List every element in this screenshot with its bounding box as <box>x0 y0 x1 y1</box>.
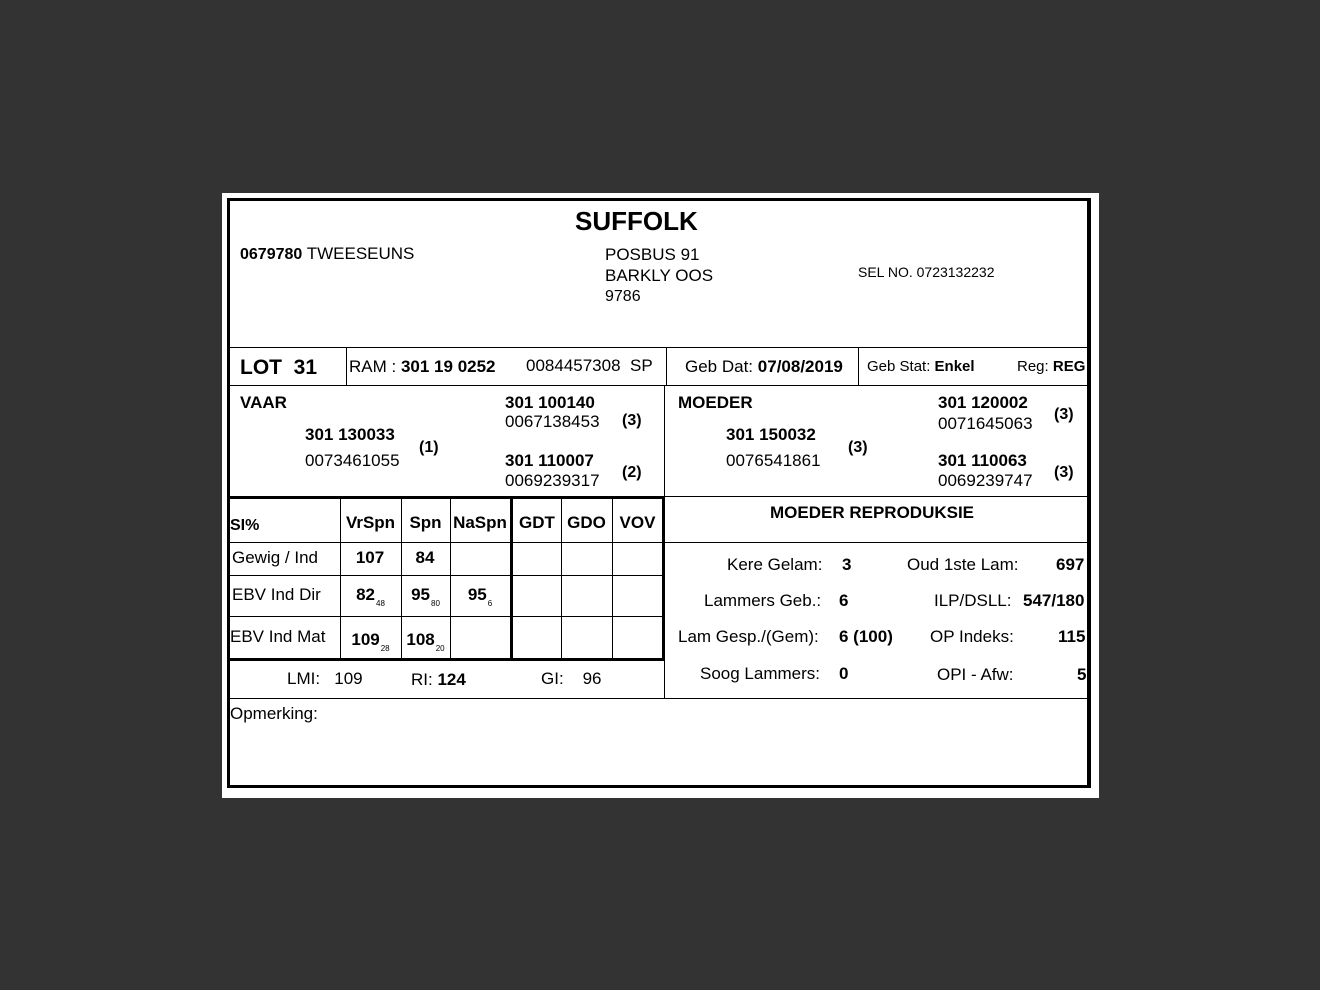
vaar-id: 301 130033 <box>305 425 395 444</box>
address-line3: 9786 <box>605 288 641 305</box>
divider-lot-row <box>230 385 1090 386</box>
si-table-row2-line <box>230 616 665 617</box>
repro-title: MOEDER REPRODUKSIE <box>770 503 975 522</box>
vaar-father-reg: 0067138453 <box>505 412 600 431</box>
lot-card <box>222 193 1099 798</box>
si-cell-naspn <box>450 630 510 650</box>
lammers-geb-label: Lammers Geb.: <box>704 591 822 610</box>
lam-gesp-value: 6 (100) <box>839 627 893 646</box>
geb-dat-value: 07/08/2019 <box>757 357 843 376</box>
gi <box>541 669 602 689</box>
owner-name: TWEESEUNS <box>306 244 415 263</box>
kere-gelam-label: Kere Gelam: <box>727 555 823 574</box>
lmi <box>287 669 363 689</box>
ram-reg <box>526 356 653 376</box>
geb-dat-label: Geb Dat: <box>685 357 754 376</box>
si-cell-vrspn: $109_{28}$ <box>351 630 390 653</box>
ri <box>411 670 466 690</box>
si-header-gdt: GDT <box>519 513 555 532</box>
geb-dat <box>685 357 843 377</box>
ri-label: RI: <box>411 670 433 689</box>
opmerking-label: Opmerking: <box>230 704 318 723</box>
opi-afw-value: 5 <box>1077 665 1087 684</box>
vaar-mother-code: (2) <box>622 464 642 481</box>
address <box>605 244 713 307</box>
ram-id: 301 19 0252 <box>400 357 496 376</box>
si-cell-spn: $95_{80}$ <box>411 585 440 608</box>
ilp-label: ILP/DSLL: <box>934 591 1012 610</box>
si-table-header-line <box>230 542 665 543</box>
divider-repro-title <box>664 542 1090 543</box>
si-corner: SI% <box>230 517 260 534</box>
si-cell-spn: 84 <box>415 548 435 567</box>
sel-number: 0723132232 <box>916 264 995 280</box>
sel-no <box>858 264 995 280</box>
si-cell-vrspn: 107 <box>355 548 385 567</box>
vaar-father-id: 301 100140 <box>505 393 595 412</box>
si-cell-vrspn: $82_{48}$ <box>356 585 385 608</box>
lammers-geb-value: 6 <box>839 591 849 610</box>
lmi-label: LMI: <box>287 669 321 688</box>
soog-value: 0 <box>839 664 849 683</box>
address-line1: POSBUS 91 <box>605 245 700 264</box>
breed-title: SUFFOLK <box>575 206 698 236</box>
ilp-value: 547/180 <box>1023 591 1085 610</box>
card-frame <box>227 198 1091 788</box>
si-header-naspn: NaSpn <box>453 513 507 532</box>
si-table-row1-line <box>230 575 665 576</box>
lot <box>240 356 317 380</box>
kere-gelam-value: 3 <box>842 555 852 574</box>
reg <box>1017 358 1085 375</box>
moeder-father-reg: 0071645063 <box>938 414 1033 433</box>
reg-label: Reg: <box>1017 358 1049 375</box>
op-indeks-value: 115 <box>1058 627 1086 646</box>
divider-lot <box>346 347 347 385</box>
si-table-top <box>227 496 665 499</box>
reg-value: REG <box>1052 358 1086 375</box>
vaar-mother-reg: 0069239317 <box>505 471 600 490</box>
ram-info <box>349 357 496 377</box>
si-header-vov: VOV <box>619 513 656 532</box>
vaar-reg: 0073461055 <box>305 451 400 470</box>
geb-stat-value: Enkel <box>934 358 975 375</box>
si-row-label: EBV Ind Mat <box>230 627 326 646</box>
gi-value: 96 <box>582 669 602 688</box>
divider-ram <box>666 347 667 385</box>
si-row-label: Gewig / Ind <box>232 548 318 567</box>
vaar-code: (1) <box>419 439 439 456</box>
ram-suffix: SP <box>630 356 653 375</box>
lot-number: 31 <box>293 356 318 379</box>
divider-repro-top <box>664 496 1090 497</box>
si-header-spn: Spn <box>409 513 442 532</box>
moeder-reg: 0076541861 <box>726 451 821 470</box>
vaar-father-code: (3) <box>622 412 642 429</box>
geb-stat-label: Geb Stat: <box>867 358 931 375</box>
moeder-id: 301 150032 <box>726 425 816 444</box>
address-line2: BARKLY OOS <box>605 266 714 285</box>
moeder-code: (3) <box>848 439 868 456</box>
moeder-mother-code: (3) <box>1054 464 1074 481</box>
owner <box>240 244 414 264</box>
ram-label: RAM : <box>349 357 397 376</box>
gi-label: GI: <box>541 669 564 688</box>
si-header-gdo: GDO <box>567 513 606 532</box>
sel-label: SEL NO. <box>858 264 913 280</box>
moeder-mother-id: 301 110063 <box>938 451 1027 470</box>
oud-label: Oud 1ste Lam: <box>907 555 1019 574</box>
si-header-vrspn: VrSpn <box>345 513 396 532</box>
vaar-mother-id: 301 110007 <box>505 451 594 470</box>
si-table-bottom <box>227 658 665 661</box>
op-indeks-label: OP Indeks: <box>930 627 1014 646</box>
si-row-label: EBV Ind Dir <box>232 585 321 604</box>
divider-header <box>230 347 1090 348</box>
owner-code: 0679780 <box>240 246 303 263</box>
moeder-father-code: (3) <box>1054 406 1074 423</box>
soog-label: Soog Lammers: <box>700 664 820 683</box>
moeder-father-id: 301 120002 <box>938 393 1028 412</box>
divider-gebdat <box>858 347 859 385</box>
si-cell-spn: $108_{20}$ <box>406 630 445 653</box>
si-cell-naspn: $95_6$ <box>467 585 493 608</box>
vaar-label: VAAR <box>240 393 287 412</box>
ram-reg-number: 0084457308 <box>526 356 621 375</box>
ri-value: 124 <box>437 670 466 689</box>
lmi-value: 109 <box>334 669 363 688</box>
moeder-mother-reg: 0069239747 <box>938 471 1033 490</box>
oud-value: 697 <box>1056 555 1085 574</box>
opi-afw-label: OPI - Afw: <box>937 665 1014 684</box>
si-cell-naspn <box>450 548 510 568</box>
divider-opmerking <box>230 698 1090 699</box>
lam-gesp-label: Lam Gesp./(Gem): <box>678 627 819 646</box>
geb-stat <box>867 358 975 375</box>
moeder-label: MOEDER <box>678 393 753 412</box>
lot-label: LOT <box>240 356 282 379</box>
